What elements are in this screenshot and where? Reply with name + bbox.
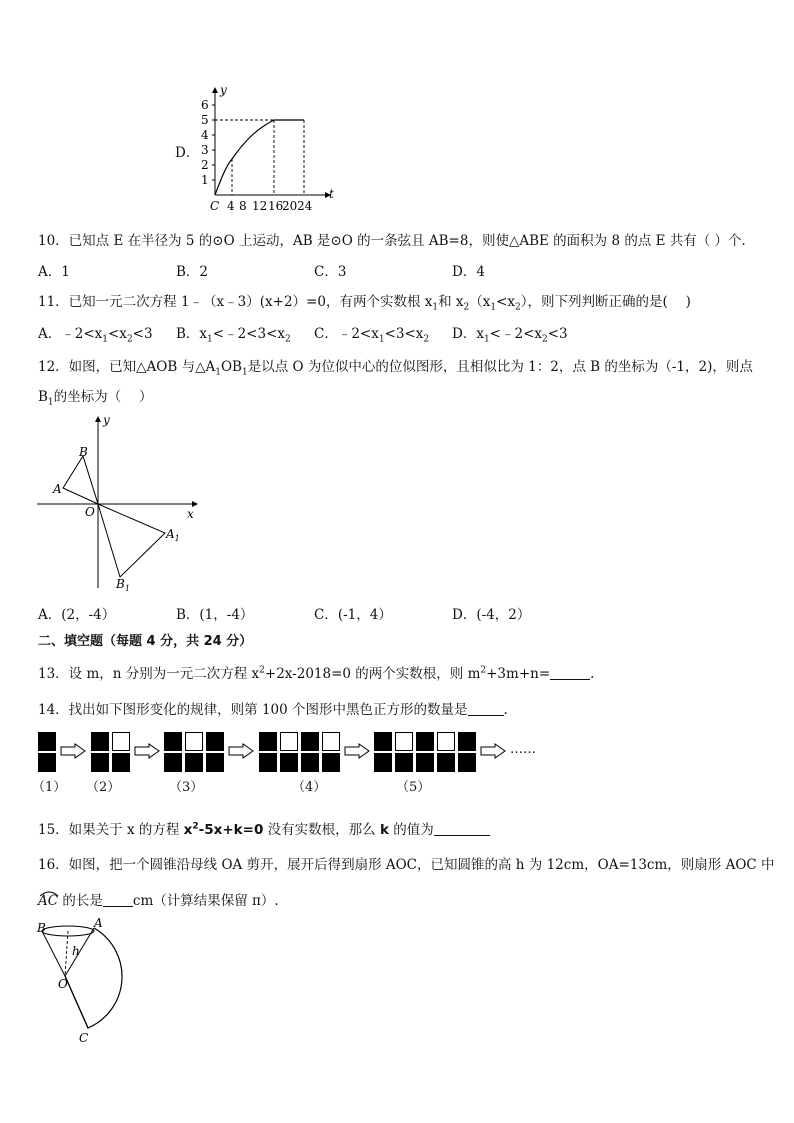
q12-line2: $B_1$的坐标为（ ）	[38, 389, 153, 408]
q12-label-x: x	[187, 507, 194, 521]
q16-label-b: B	[37, 921, 46, 935]
q12-label-b: B	[79, 445, 88, 459]
q9-y-tick: 5	[201, 113, 209, 127]
q14-pattern	[38, 730, 598, 778]
q9-y-tick: 3	[201, 143, 209, 157]
q9-x-axis-label: t	[329, 187, 334, 201]
q11-options	[38, 322, 758, 345]
arrow-icon	[344, 743, 370, 759]
q12-label-a: A	[53, 482, 62, 496]
q9-x-tick: 20	[282, 199, 298, 213]
q16-label-a: A	[94, 918, 103, 930]
q16-arc-ac: AC	[38, 893, 59, 909]
arrow-icon	[480, 743, 506, 759]
q14-label-5: （5）	[396, 780, 431, 795]
arrow-icon	[134, 743, 160, 759]
q12-line1: 12．如图，已知△AOB 与$\triangle A_1OB_1$是以点 O 为位似中心的位似图形，且相似比为 1：2，点 B 的坐标为（-1，2)，则点	[38, 359, 753, 378]
q9-origin-label: C	[210, 199, 220, 213]
arrow-icon	[60, 743, 86, 759]
q13-answer-blank[interactable]	[550, 665, 590, 680]
q14-label-1: （1）	[32, 780, 67, 795]
q9-x-tick: 16	[268, 199, 284, 213]
q9-x-tick: 8	[239, 199, 247, 213]
q12-triangle-aob	[63, 456, 98, 504]
arrow-icon	[228, 743, 254, 759]
q10-text: 10．已知点 E 在半径为 5 的⊙O 上运动，AB 是⊙O 的一条弦且 AB=8，则使△ABE 的面积为 8 的点 E 共有（ ）个．	[38, 233, 756, 249]
q14-label-4: （4）	[292, 780, 327, 795]
q12-option-b[interactable]: B．(1，-4）	[176, 607, 254, 623]
q14-label-2: （2）	[86, 780, 121, 795]
q12-label-o: O	[85, 505, 95, 519]
q15-answer-blank[interactable]	[434, 821, 490, 836]
section-heading: 二、填空题（每题 4 分，共 24 分）	[38, 634, 253, 649]
q12-options	[38, 603, 758, 623]
q15-text: 15．如果关于 x 的方程 $x^2-5x+k=0$ 没有实数根，那么 k 的值为	[38, 818, 490, 838]
q16-height	[65, 931, 68, 976]
q11-option-d[interactable]: D．$x_1<﹣2<x_2<3$	[452, 326, 568, 345]
q12-label-b1: $B_1$	[116, 577, 130, 593]
q12-option-c[interactable]: C．(-1，4）	[314, 607, 392, 623]
q16-label-o: O	[58, 977, 68, 991]
q9-y-axis-label: y	[220, 84, 227, 97]
q12-option-d[interactable]: D．(-4，2）	[452, 607, 531, 623]
q10-option-d[interactable]: D．4	[452, 264, 485, 280]
q14-answer-blank[interactable]	[468, 701, 504, 716]
q10-option-a[interactable]: A．1	[38, 264, 70, 280]
q12-figure	[35, 412, 205, 594]
q16-label-c: C	[79, 1031, 89, 1045]
q9-y-tick: 2	[201, 158, 209, 172]
q11-option-a[interactable]: A．$﹣2<x_1<x_2<3$	[38, 326, 153, 345]
q11-option-b[interactable]: B．$x_1<﹣2<3<x_2$	[176, 326, 291, 345]
q10-option-c[interactable]: C．3	[314, 264, 347, 280]
q16-sector	[65, 928, 122, 1028]
q10-option-b[interactable]: B．2	[176, 264, 209, 280]
q14-labels	[32, 776, 598, 795]
q9-graph	[196, 84, 346, 216]
q12-option-a[interactable]: A．(2，-4）	[38, 607, 116, 623]
q12-label-a1: $A_1$	[166, 527, 180, 543]
q16-figure	[35, 918, 135, 1048]
q11-option-c[interactable]: C．$﹣2<x_1<3<x_2$	[314, 326, 430, 345]
q16-answer-blank[interactable]	[103, 892, 133, 907]
q9-dashed-guides	[215, 120, 304, 195]
q9-y-tick: 6	[201, 98, 209, 112]
q9-x-tick: 24	[297, 199, 313, 213]
q9-option-d-label: D．	[175, 145, 200, 161]
q9-y-tick: 1	[201, 173, 209, 187]
q12-triangle-a1ob1	[98, 504, 165, 577]
q14-label-3: （3）	[169, 780, 204, 795]
q9-x-tick: 12	[252, 199, 268, 213]
q14-ellipsis: ……	[510, 742, 536, 757]
q16-label-h: h	[72, 944, 80, 958]
q14-text: 14．找出如下图形变化的规律，则第 100 个图形中黑色正方形的数量是 .	[38, 702, 508, 718]
q16-line1: 16．如图，把一个圆锥沿母线 OA 剪开，展开后得到扇形 AOC，已知圆锥的高 h 为 12cm，OA=13cm，则扇形 AOC 中	[38, 857, 775, 873]
q12-label-y: y	[103, 413, 110, 427]
q13-text: 13．设 m，n 分别为一元二次方程 $x^2+2x-2018=0$ 的两个实数根，则 $m^2+3m+n=$ .	[38, 665, 595, 682]
q11-text: 11．已知一元二次方程 1﹣（x﹣3）(x+2）=0，有两个实数根 $x_1$和 $x_2(x_1<x_2)$，则下列判断正确的是( )	[38, 294, 691, 313]
q9-x-tick: 4	[227, 199, 235, 213]
q9-y-tick: 4	[201, 128, 209, 142]
q10-options	[38, 260, 758, 280]
q9-curve	[215, 120, 304, 195]
q16-line2: AC 的长是 cm（计算结果保留 π）.	[38, 893, 279, 909]
